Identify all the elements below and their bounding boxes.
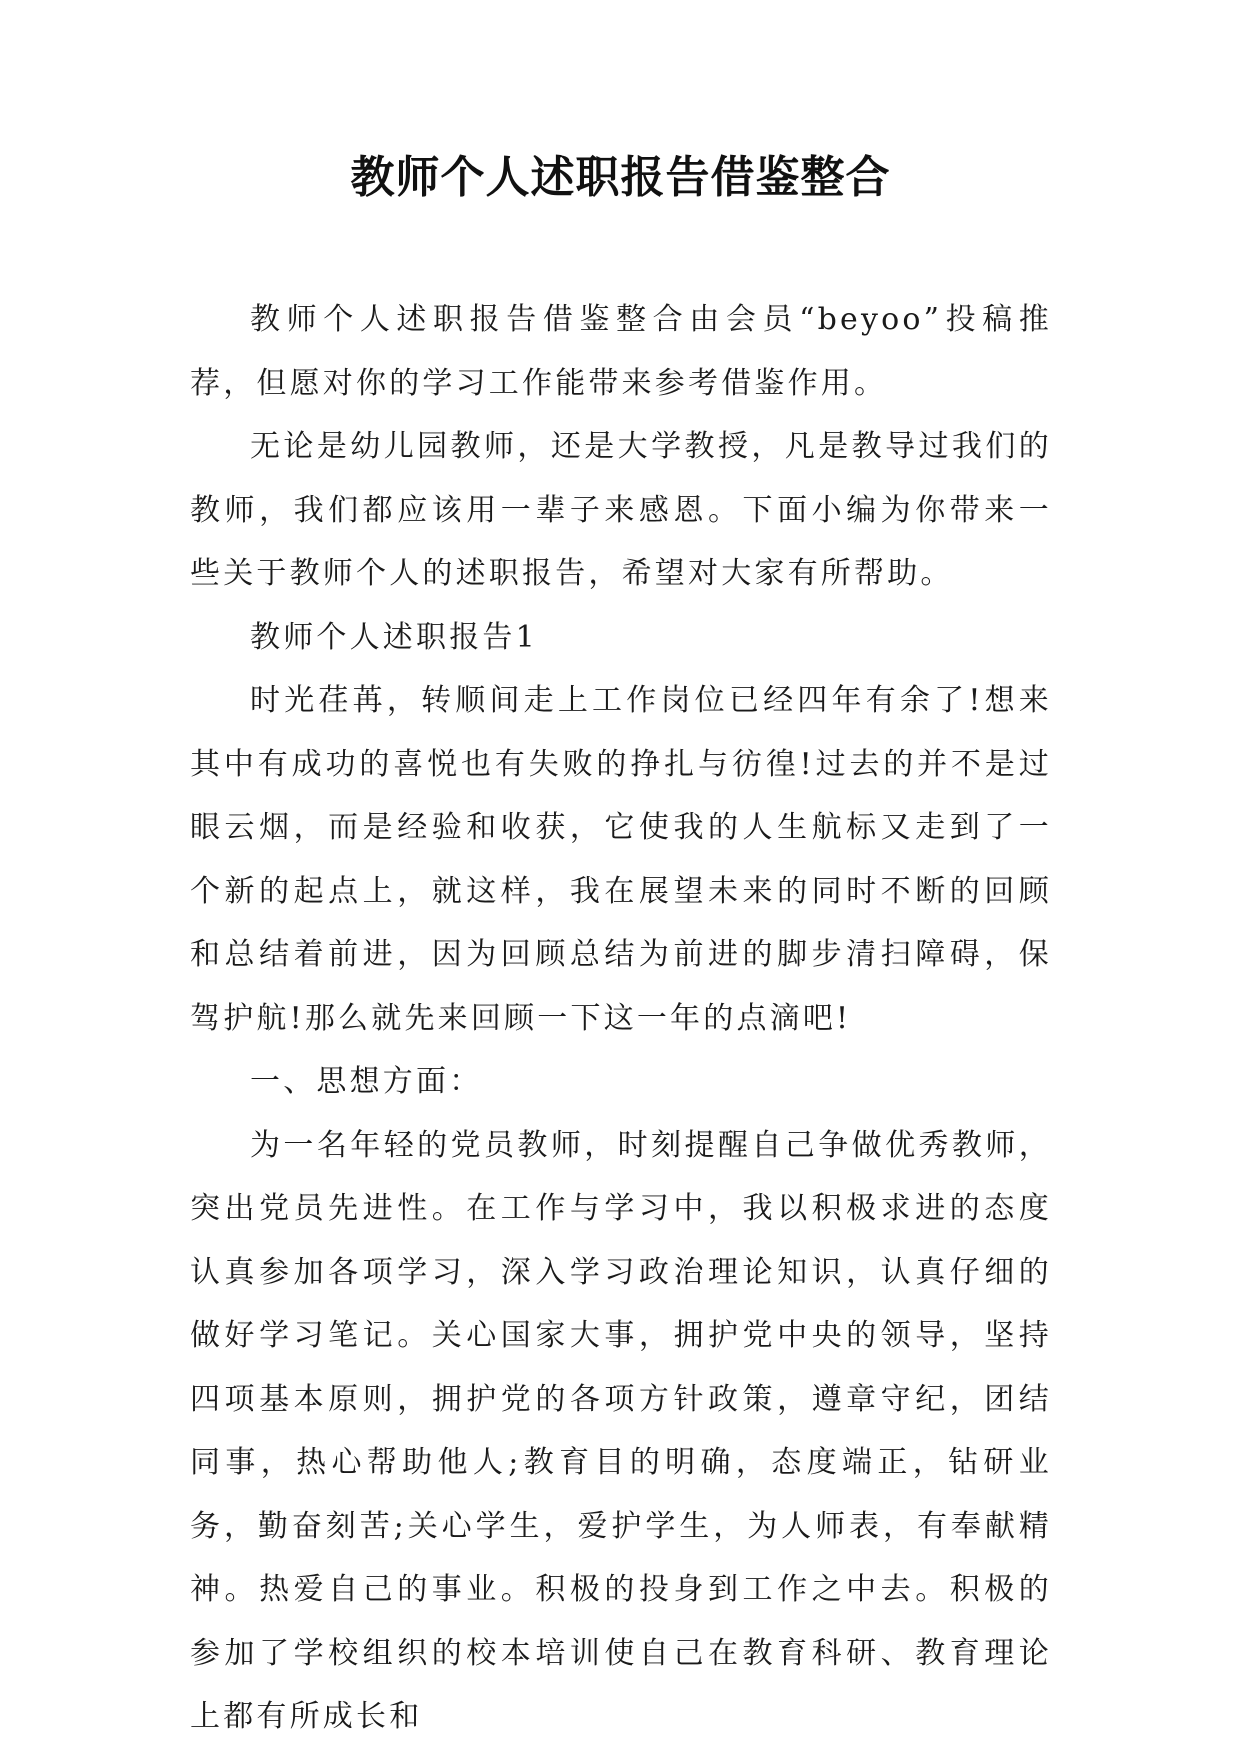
paragraph-review: 时光荏苒，转顺间走上工作岗位已经四年有余了!想来其中有成功的喜悦也有失败的挣扎与彷徨!过去的并不是过眼云烟，而是经验和收获，它使我的人生航标又走到了一个新的起点上，就这样，我在展望未来的同时不断的回顾和总结着前进，因为回顾总结为前进的脚步清扫障碍，保驾护航!那么就先来回顾一下这一年的点滴吧! [190, 683, 1052, 1036]
document-body [190, 288, 1052, 1749]
document-title: 教师个人述职报告借鉴整合 [350, 152, 891, 203]
section-heading-report-1: 教师个人述职报告1 [250, 619, 538, 655]
paragraph-intro: 教师个人述职报告借鉴整合由会员“beyoo”投稿推荐，但愿对你的学习工作能带来参考借鉴作用。 [190, 302, 1052, 401]
section-heading-thought: 一、思想方面： [250, 1064, 483, 1099]
paragraph-gratitude: 无论是幼儿园教师，还是大学教授，凡是教导过我们的教师，我们都应该用一辈子来感恩。下面小编为你带来一些关于教师个人的述职报告，希望对大家有所帮助。 [190, 429, 1052, 591]
paragraph-thought: 为一名年轻的党员教师，时刻提醒自己争做优秀教师，突出党员先进性。在工作与学习中，我以积极求进的态度认真参加各项学习，深入学习政治理论知识，认真仔细的做好学习笔记。关心国家大事，拥护党中央的领导，坚持四项基本原则，拥护党的各项方针政策，遵章守纪，团结同事，热心帮助他人;教育目的明确，态度端正，钻研业务，勤奋刻苦;关心学生，爱护学生，为人师表，有奉献精神。热爱自己的事业。积极的投身到工作之中去。积极的参加了学校组织的校本培训使自己在教育科研、教育理论上都有所成长和 [190, 1127, 1052, 1734]
